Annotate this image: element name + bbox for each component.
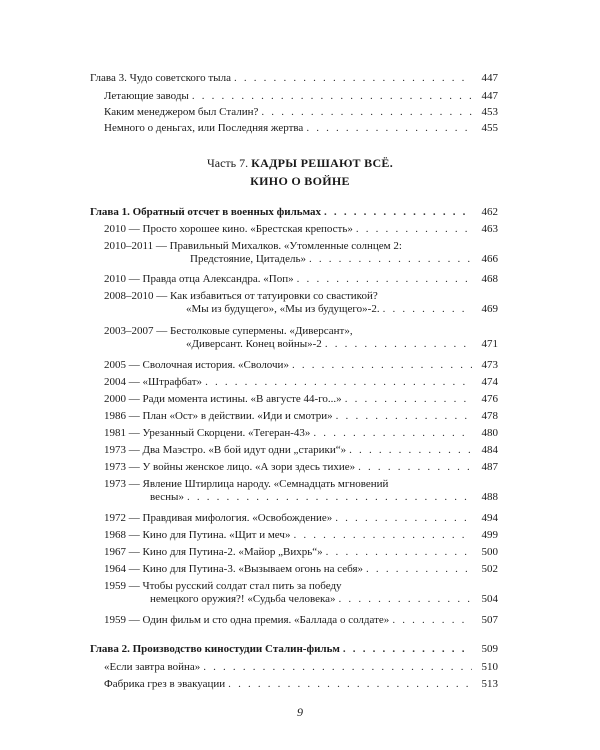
toc-entry — [104, 376, 498, 392]
leader-dots — [366, 563, 472, 575]
leader-dots — [313, 427, 472, 439]
entry-title: 2008–2010 — Как избавиться от татуировки со свастикой? — [104, 290, 378, 302]
leader-dots — [192, 90, 472, 102]
entry-title: 2010 — Правда отца Александра. «Поп» — [104, 273, 294, 285]
leader-dots — [339, 593, 472, 605]
page-number: 455 — [481, 122, 498, 134]
page-number: 480 — [481, 427, 498, 439]
toc-entry — [104, 529, 498, 545]
part-subtitle: КИНО О ВОЙНЕ — [250, 174, 350, 188]
leader-dots — [392, 614, 472, 626]
entry-title: 1959 — Чтобы русский солдат стал пить за победу — [104, 580, 342, 592]
leader-dots — [309, 253, 472, 265]
page-number: 462 — [481, 206, 498, 218]
page-number: 471 — [481, 338, 498, 350]
page-number: 484 — [481, 444, 498, 456]
page-number: 468 — [481, 273, 498, 285]
page-number: 478 — [481, 410, 498, 422]
entry-title: 1973 — Явление Штирлица народу. «Семнадцать мгновений — [104, 478, 389, 490]
entry-title: 2010 — Просто хорошее кино. «Брестская крепость» — [104, 223, 353, 235]
page-number: 494 — [481, 512, 498, 524]
page-number: 447 — [481, 72, 498, 84]
entry-title-continued: Предстояние, Цитадель» — [190, 253, 306, 265]
leader-dots — [345, 393, 472, 405]
leader-dots — [228, 678, 472, 690]
toc-entry — [104, 512, 498, 528]
toc-entry — [104, 444, 498, 460]
leader-dots — [358, 461, 472, 473]
entry-title: Фабрика грез в эвакуации — [104, 678, 226, 690]
page-number: 507 — [481, 614, 498, 626]
toc-entry — [104, 240, 498, 272]
page-number: 469 — [481, 303, 498, 315]
leader-dots — [343, 643, 472, 655]
entry-title: «Если завтра война» — [104, 661, 201, 673]
page-number: 504 — [481, 593, 498, 605]
entry-title: 1981 — Урезанный Скорцени. «Тегеран-43» — [104, 427, 311, 439]
entry-title: 1972 — Правдивая мифология. «Освобождение» — [104, 512, 333, 524]
page-number: 499 — [481, 529, 498, 541]
leader-dots — [336, 410, 472, 422]
part-prefix: Часть 7. — [206, 156, 249, 170]
page-number: 500 — [481, 546, 498, 558]
entry-title-continued: весны» — [150, 491, 184, 503]
part-title: КАДРЫ РЕШАЮТ ВСЁ. — [251, 156, 394, 170]
entry-title: Немного о деньгах, или Последняя жертва — [104, 122, 304, 134]
entry-title: 1964 — Кино для Путина-3. «Вызываем огонь на себя» — [104, 563, 364, 575]
leader-dots — [234, 72, 472, 84]
toc-entry — [104, 290, 498, 322]
leader-dots — [261, 106, 472, 118]
entry-title: 2004 — «Штрафбат» — [104, 376, 203, 388]
toc-entry — [104, 106, 498, 122]
entry-title: 2005 — Сволочная история. «Сволочи» — [104, 359, 289, 371]
leader-dots — [349, 444, 472, 456]
toc-entry — [104, 614, 498, 630]
leader-dots — [335, 512, 472, 524]
page-number: 488 — [481, 491, 498, 503]
page-number: 513 — [481, 678, 498, 690]
entry-title: 1986 — План «Ост» в действии. «Иди и смотри» — [104, 410, 333, 422]
chapter-title: Глава 3. Чудо советского тыла — [90, 72, 231, 84]
page-number: 453 — [481, 106, 498, 118]
toc-entry — [104, 359, 498, 375]
toc-entry — [104, 325, 498, 357]
toc-entry — [104, 427, 498, 443]
toc-chapter-heading — [90, 72, 498, 88]
page-number: 466 — [481, 253, 498, 265]
entry-title: 2010–2011 — Правильный Михалков. «Утомленные солнцем 2: — [104, 240, 402, 252]
leader-dots — [325, 338, 472, 350]
toc-entry — [104, 273, 498, 289]
page-number: 502 — [481, 563, 498, 575]
toc-entry — [104, 546, 498, 562]
toc-chapter-heading — [90, 643, 498, 659]
leader-dots — [383, 303, 472, 315]
entry-title: 1959 — Один фильм и сто одна премия. «Баллада о солдате» — [104, 614, 390, 626]
entry-title: 2000 — Ради момента истины. «В августе 44-го...» — [104, 393, 342, 405]
page-number: 474 — [481, 376, 498, 388]
toc-entry — [104, 580, 498, 612]
page-number: 473 — [481, 359, 498, 371]
page-number: 487 — [481, 461, 498, 473]
toc-entry — [104, 478, 498, 510]
page-number: 476 — [481, 393, 498, 405]
toc-entry — [104, 90, 498, 106]
part-title-line2 — [0, 174, 600, 189]
leader-dots — [292, 359, 472, 371]
page-number: 463 — [481, 223, 498, 235]
entry-title-continued: «Мы из будущего», «Мы из будущего»-2. — [186, 303, 380, 315]
leader-dots — [356, 223, 472, 235]
toc-entry — [104, 563, 498, 579]
leader-dots — [187, 491, 472, 503]
page-number: 510 — [481, 661, 498, 673]
leader-dots — [297, 273, 472, 285]
toc-entry — [104, 223, 498, 239]
toc-entry — [104, 393, 498, 409]
entry-title-continued: немецкого оружия?! «Судьба человека» — [150, 593, 336, 605]
leader-dots — [203, 661, 472, 673]
toc-entry — [104, 678, 498, 694]
entry-title-continued: «Диверсант. Конец войны»-2 — [186, 338, 322, 350]
entry-title: Летающие заводы — [104, 90, 189, 102]
page-number: 447 — [481, 90, 498, 102]
leader-dots — [306, 122, 472, 134]
entry-title: 1967 — Кино для Путина-2. «Майор „Вихрь“» — [104, 546, 323, 558]
entry-title: 1973 — Два Маэстро. «В бой идут одни „старики“» — [104, 444, 347, 456]
chapter-title: Глава 1. Обратный отсчет в военных фильмах — [90, 206, 322, 218]
page-folio: 9 — [297, 705, 303, 719]
chapter-title: Глава 2. Производство киностудии Сталин-фильм — [90, 643, 340, 655]
entry-title: 2003–2007 — Бестолковые супермены. «Диверсант», — [104, 325, 353, 337]
leader-dots — [326, 546, 472, 558]
part-title-line1 — [0, 156, 600, 171]
entry-title: Каким менеджером был Сталин? — [104, 106, 259, 118]
toc-chapter-heading — [90, 206, 498, 222]
leader-dots — [324, 206, 472, 218]
entry-title: 1968 — Кино для Путина. «Щит и меч» — [104, 529, 291, 541]
page-number: 509 — [481, 643, 498, 655]
entry-title: 1973 — У войны женское лицо. «А зори здесь тихие» — [104, 461, 356, 473]
leader-dots — [293, 529, 472, 541]
toc-entry — [104, 410, 498, 426]
leader-dots — [205, 376, 472, 388]
toc-entry — [104, 661, 498, 677]
toc-entry — [104, 122, 498, 138]
toc-entry — [104, 461, 498, 477]
